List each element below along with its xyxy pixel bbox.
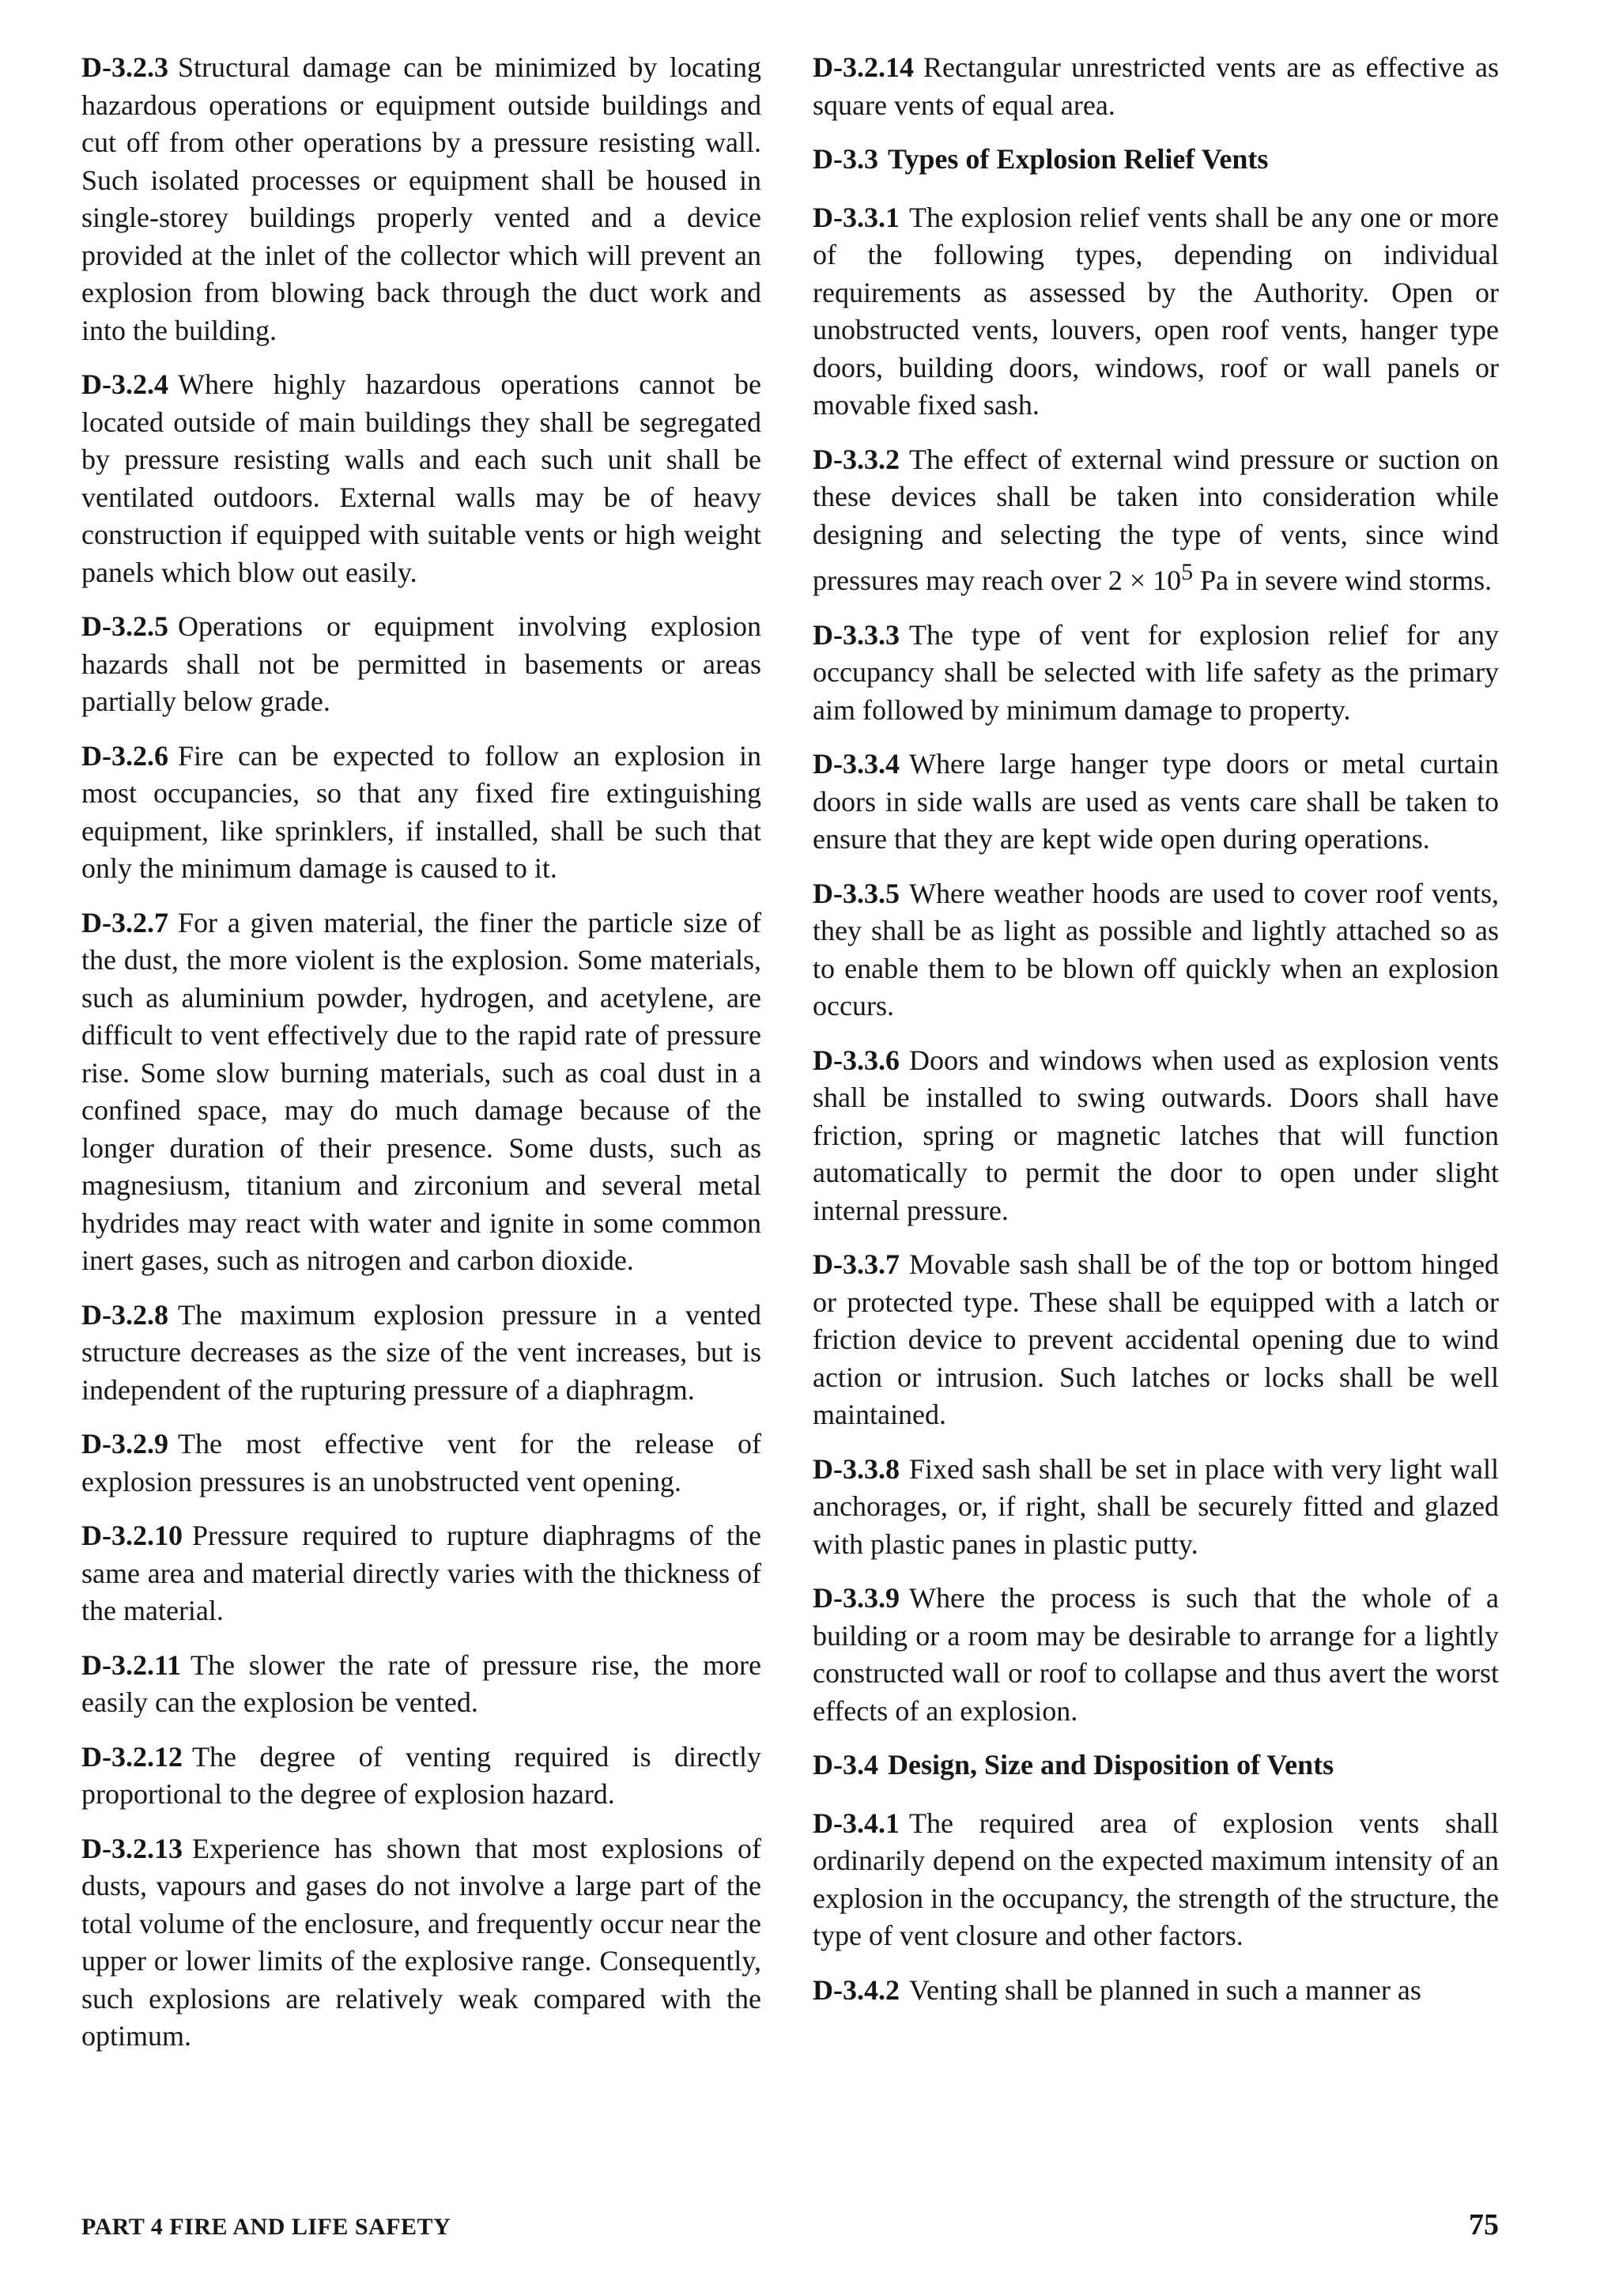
right-column <box>813 49 1499 2026</box>
clause-d-3-2-5: D-3.2.5 Operations or equipment involving explosion hazards shall not be permitted in basements or areas partially below grade. <box>81 610 761 717</box>
clause-d-3-2-11: D-3.2.11 The slower the rate of pressure rise, the more easily can the explosion be vented. <box>81 1648 761 1718</box>
clause-d-3-3-8: D-3.3.8 Fixed sash shall be set in place with very light wall anchorages, or, if right, shall be securely fitted and glazed with plastic panes in plastic putty. <box>813 1452 1499 1560</box>
clause-d-3-2-6: D-3.2.6 Fire can be expected to follow an explosion in most occupancies, so that any fixed fire extinguishing equipment, like sprinklers, if installed, shall be such that only the minimum damage is caused to it. <box>81 739 761 884</box>
clause-d-3-2-4: D-3.2.4 Where highly hazardous operations cannot be located outside of main buildings they shall be segregated by pressure resisting walls and each such unit shall be ventilated outdoors. External walls may be of heavy construction if equipped with suitable vents or high weight panels which blow out easily. <box>81 368 761 588</box>
clause-d-3-3-4: D-3.3.4 Where large hanger type doors or metal curtain doors in side walls are used as vents care shall be taken to ensure that they are kept wide open during operations. <box>813 748 1499 855</box>
clause-d-3-2-3: D-3.2.3 Structural damage can be minimized by locating hazardous operations or equipment outside buildings and cut off from other operations by a pressure resisting wall. Such isolated processes or equipment shall be housed in single-storey buildings properly vented and a device provided at the inlet of the collector which will prevent an explosion from blowing back through the duct work and into the building. <box>81 51 761 346</box>
clause-d-3-2-14: D-3.2.14 Rectangular unrestricted vents are as effective as square vents of equal area. <box>813 51 1499 121</box>
clause-d-3-2-10: D-3.2.10 Pressure required to rupture diaphragms of the same area and material directly varies with the thickness of the material. <box>81 1520 761 1626</box>
left-column <box>81 49 761 2072</box>
clause-d-3-3-2: D-3.3.2 The effect of external wind pressure or suction on these devices shall be taken into consideration while designing and selecting the type of vents, since wind pressures may reach over $2 \times 10^5$ Pa in severe wind storms. <box>813 443 1499 596</box>
clause-d-3-2-8: D-3.2.8 The maximum explosion pressure in a vented structure decreases as the size of the vent increases, but is independent of the rupturing pressure of a diaphragm. <box>81 1298 761 1406</box>
clause-d-3-3-7: D-3.3.7 Movable sash shall be of the top or bottom hinged or protected type. These shall be equipped with a latch or friction device to prevent accidental opening due to wind action or intrusion. Such latches or locks shall be well maintained. <box>813 1248 1499 1430</box>
clause-d-3-3-1: D-3.3.1 The explosion relief vents shall be any one or more of the following types, depending on individual requirements as assessed by the Authority. Open or unobstructed vents, louvers, open roof vents, hanger type doors, building doors, windows, roof or wall panels or movable fixed sash. <box>813 201 1499 421</box>
clause-d-3-3-9: D-3.3.9 Where the process is such that the whole of a building or a room may be desirable to arrange for a lightly constructed wall or roof to collapse and thus avert the worst effects of an explosion. <box>813 1582 1499 1727</box>
clause-d-3-2-12: D-3.2.12 The degree of venting required is directly proportional to the degree of explosion hazard. <box>81 1740 761 1810</box>
clause-d-3-3-6: D-3.3.6 Doors and windows when used as explosion vents shall be installed to swing outwards. Doors shall have friction, spring or magnetic latches that will function automatically to permit the door to open under slight internal pressure. <box>813 1044 1499 1226</box>
clause-d-3-2-9: D-3.2.9 The most effective vent for the release of explosion pressures is an unobstructed vent opening. <box>81 1428 761 1497</box>
footer-part-label: PART 4 FIRE AND LIFE SAFETY <box>81 2214 451 2240</box>
clause-d-3-2-7: D-3.2.7 For a given material, the finer the particle size of the dust, the more violent is the explosion. Some materials, such as aluminium powder, hydrogen, and acetylene, are difficult to vent effectively due to the rapid rate of pressure rise. Some slow burning materials, such as coal dust in a confined space, may do much damage because of the longer duration of their presence. Some dusts, such as magnesiusm, titanium and zirconium and several metal hydrides may react with water and ignite in some common inert gases, such as nitrogen and carbon dioxide. <box>81 906 761 1276</box>
clause-d-3-2-13: D-3.2.13 Experience has shown that most explosions of dusts, vapours and gases do not involve a large part of the total volume of the enclosure, and frequently occur near the upper or lower limits of the explosive range. Consequently, such explosions are relatively weak compared with the optimum. <box>81 1832 761 2052</box>
clause-d-3-3-5: D-3.3.5 Where weather hoods are used to cover roof vents, they shall be as light as possible and lightly attached so as to enable them to be blown off quickly when an explosion occurs. <box>813 877 1499 1021</box>
page-number: 75 <box>1469 2208 1499 2241</box>
clause-d-3-4-1: D-3.4.1 The required area of explosion vents shall ordinarily depend on the expected maximum intensity of an explosion in the occupancy, the strength of the structure, the type of vent closure and other factors. <box>813 1807 1499 1951</box>
clause-d-3-3-3: D-3.3.3 The type of vent for explosion relief for any occupancy shall be selected with life safety as the primary aim followed by minimum damage to property. <box>813 618 1499 726</box>
section-heading-d-3-3: D-3.3 Types of Explosion Relief Vents <box>813 143 1269 175</box>
section-heading-d-3-4: D-3.4 Design, Size and Disposition of Vents <box>813 1749 1334 1781</box>
clause-d-3-4-2: D-3.4.2 Venting shall be planned in such a manner as <box>813 1973 1421 2006</box>
